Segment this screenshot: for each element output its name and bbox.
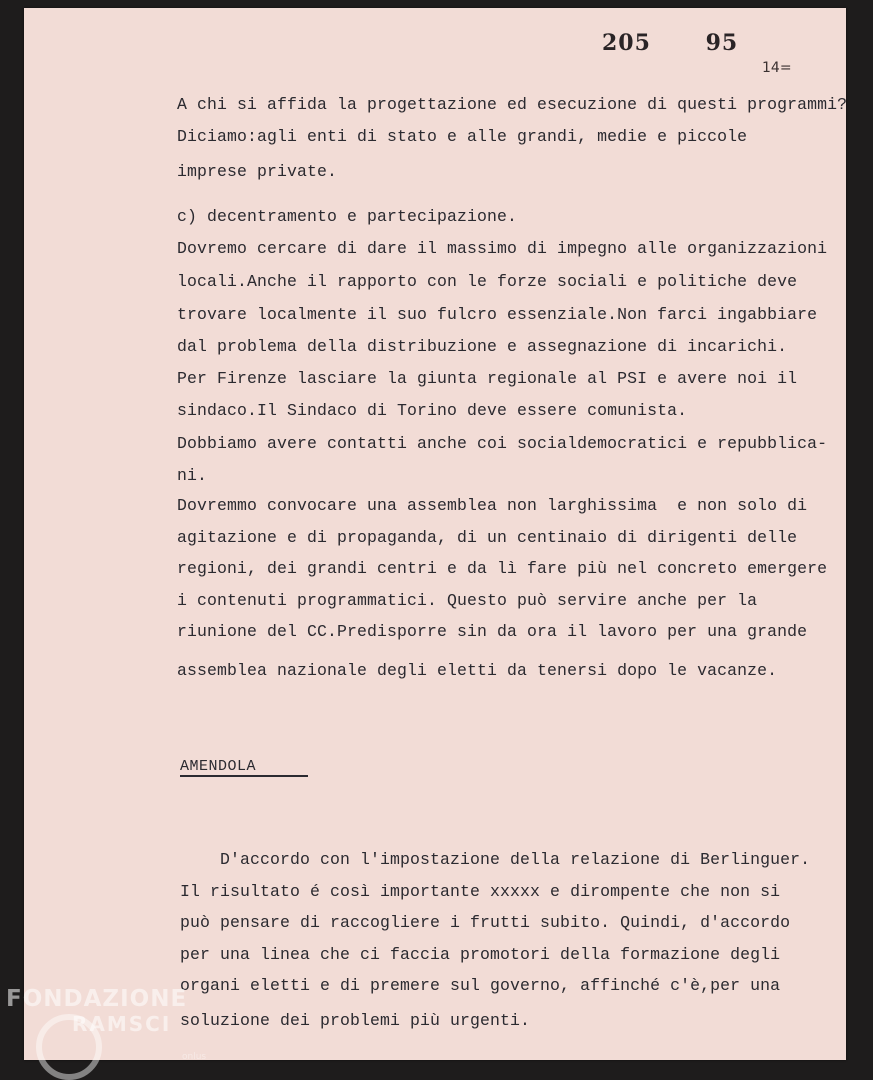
text-line: dal problema della distribuzione e assegnazione di incarichi. <box>177 337 788 356</box>
handwritten-page-number: 14= <box>762 60 792 76</box>
text-line: Il risultato é così importante xxxxx e dirompente che non si <box>180 882 781 901</box>
text-line: trovare localmente il suo fulcro essenziale.Non farci ingabbiare <box>177 305 818 324</box>
text-line: sindaco.Il Sindaco di Torino deve essere comunista. <box>177 401 688 420</box>
text-line: per una linea che ci faccia promotori della formazione degli <box>180 945 781 964</box>
text-line: Dovremo cercare di dare il massimo di impegno alle organizzazioni <box>177 239 828 258</box>
text-line: riunione del CC.Predisporre sin da ora il lavoro per una grande <box>177 622 808 641</box>
text-line: Diciamo:agli enti di stato e alle grandi, medie e piccole <box>177 127 748 146</box>
text-line: organi eletti e di premere sul governo, affinché c'è,per una <box>180 976 781 995</box>
page-number-95: 95 <box>705 30 739 56</box>
text-line: soluzione dei problemi più urgenti. <box>180 1011 531 1030</box>
text-line: assemblea nazionale degli eletti da tenersi dopo le vacanze. <box>177 661 778 680</box>
page-numbers <box>602 30 738 56</box>
text-line: locali.Anche il rapporto con le forze sociali e politiche deve <box>177 272 798 291</box>
heading-underline <box>180 775 308 777</box>
text-line: può pensare di raccogliere i frutti subito. Quindi, d'accordo <box>180 913 791 932</box>
text-line: ni. <box>177 466 208 485</box>
text-line: agitazione e di propaganda, di un centinaio di dirigenti delle <box>177 528 798 547</box>
text-line: Per Firenze lasciare la giunta regionale al PSI e avere noi il <box>177 369 798 388</box>
section-heading: AMENDOLA <box>180 758 257 775</box>
text-line: Dobbiamo avere contatti anche coi socialdemocratici e repubblica- <box>177 434 828 453</box>
text-line: regioni, dei grandi centri e da lì fare più nel concreto emergere <box>177 559 828 578</box>
text-line: i contenuti programmatici. Questo può servire anche per la <box>177 591 758 610</box>
page-number-205: 205 <box>602 30 651 56</box>
watermark-line2: RAMSCI <box>72 1012 172 1036</box>
text-line: D'accordo con l'impostazione della relazione di Berlinguer. <box>180 850 811 869</box>
watermark-line3: onlus <box>182 1052 207 1062</box>
text-line: c) decentramento e partecipazione. <box>177 207 518 226</box>
watermark-g-logo-icon <box>36 1014 102 1080</box>
text-line: A chi si affida la progettazione ed esecuzione di questi programmi? <box>177 95 848 114</box>
text-line: Dovremmo convocare una assemblea non larghissima e non solo di <box>177 496 808 515</box>
watermark-line1: FONDAZIONE <box>6 986 188 1012</box>
text-line: imprese private. <box>177 162 338 181</box>
